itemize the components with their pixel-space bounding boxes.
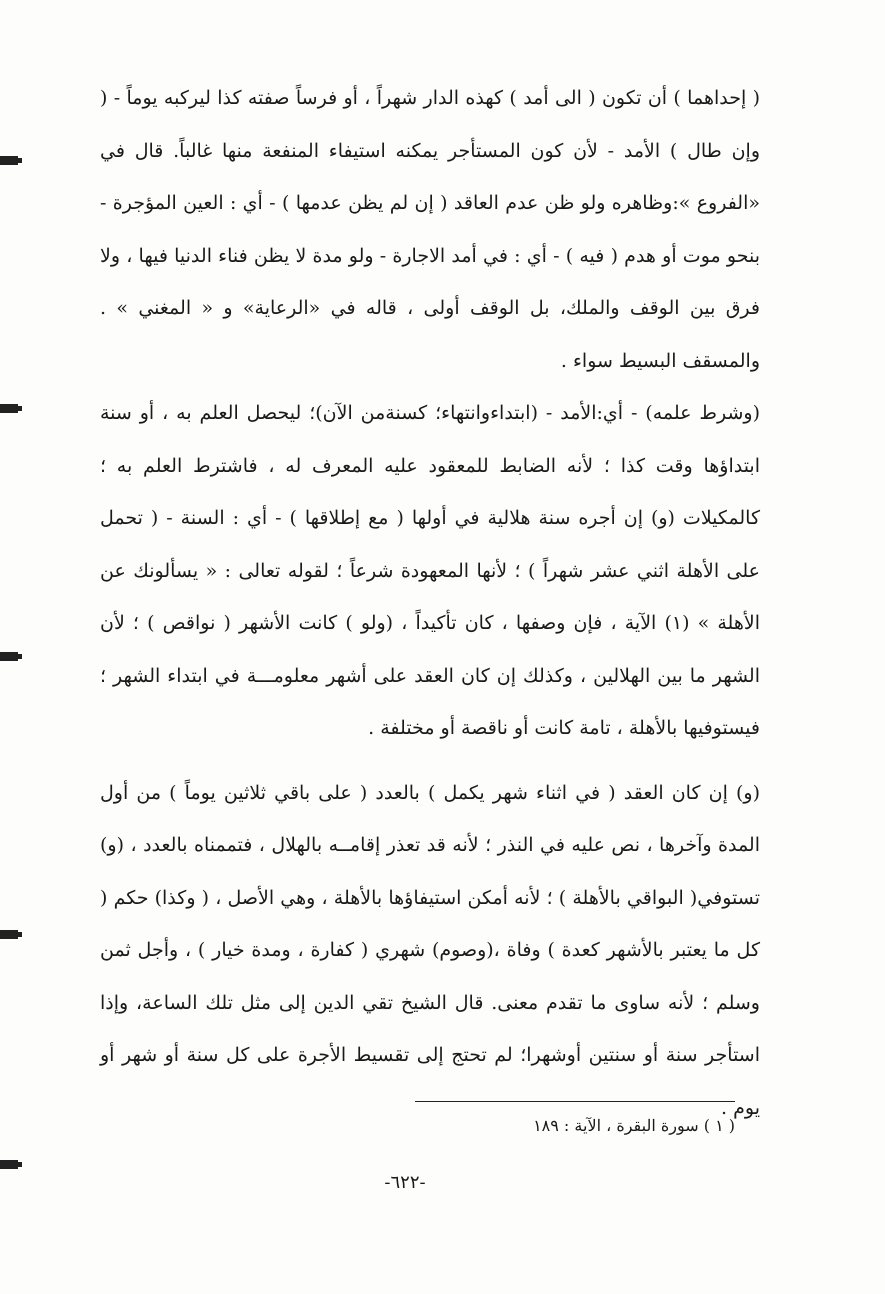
margin-mark	[0, 652, 18, 661]
paragraph: (و) إن كان العقد ( في اثناء شهر يكمل ) بالعدد ( على باقي ثلاثين يوماً ) من أول المدة وآخرها ، نص عليه في النذر ؛ لأنه قد تعذر إقامــه بالهلال ، فتممناه بالعدد ، (و) تستوفي( البواقي بالأهلة ) ؛ لأنه أمكن استيفاؤها بالأهلة ، وهي الأصل ، ( وكذا) حكم ( كل ما يعتبر بالأشهر كعدة ) وفاة ،(وصوم) شهري ( كفارة ، ومدة خيار ) ، وأجل ثمن وسلم ؛ لأنه ساوى ما تقدم معنى. قال الشيخ تقي الدين إلى مثل تلك الساعة، وإذا استأجر سنة أو سنتين أوشهرا؛ لم تحتج إلى تقسيط الأجرة على كل سنة أو شهر أو يوم .	[100, 781, 760, 1119]
page-number: -٦٢٢-	[384, 1172, 426, 1193]
footnote-rule	[415, 1101, 735, 1102]
margin-mark	[0, 930, 18, 939]
footnote: ( ١ ) سورة البقرة ، الآية : ١٨٩	[533, 1116, 735, 1135]
paragraph: ( إحداهما ) أن تكون ( الى أمد ) كهذه الدار شهراً ، أو فرساً صفته كذا ليركبه يوماً - ( وإن طال ) الأمد - لأن كون المستأجر يمكنه استيفاء المنفعة منها غالباً. قال في «الفروع »:وظاهره ولو ظن عدم العاقد ( إن لم يظن عدمها ) - أي : العين المؤجرة - بنحو موت أو هدم ( فيه ) - أي : في أمد الاجارة - ولو مدة لا يظن فناء الدنيا فيها ، ولا فرق بين الوقف والملك، بل الوقف أولى ، قاله في «الرعاية» و « المغني » . والمسقف البسيط سواء .	[100, 87, 760, 372]
margin-mark	[0, 1160, 18, 1169]
margin-mark	[0, 404, 18, 413]
margin-mark	[0, 156, 18, 165]
paragraph: (وشرط علمه) - أي:الأمد - (ابتداءوانتهاء؛ كسنةمن الآن)؛ ليحصل العلم به ، أو سنة ابتداؤها وقت كذا ؛ لأنه الضابط للمعقود عليه المعرف له ، فاشترط العلم به ؛ كالمكيلات (و) إن أجره سنة هلالية في أولها ( مع إطلاقها ) - أي : السنة - ( تحمل على الأهلة اثني عشر شهراً ) ؛ لأنها المعهودة شرعاً ؛ لقوله تعالى : « يسألونك عن الأهلة » (١) الآية ، فإن وصفها ، كان تأكيداً ، (ولو ) كانت الأشهر ( نواقص ) ؛ لأن الشهر ما بين الهلالين ، وكذلك إن كان العقد على أشهر معلومـــة في ابتداء الشهر ؛ فيستوفيها بالأهلة ، تامة كانت أو ناقصة أو مختلفة .	[100, 402, 760, 739]
body-text	[100, 72, 760, 1134]
